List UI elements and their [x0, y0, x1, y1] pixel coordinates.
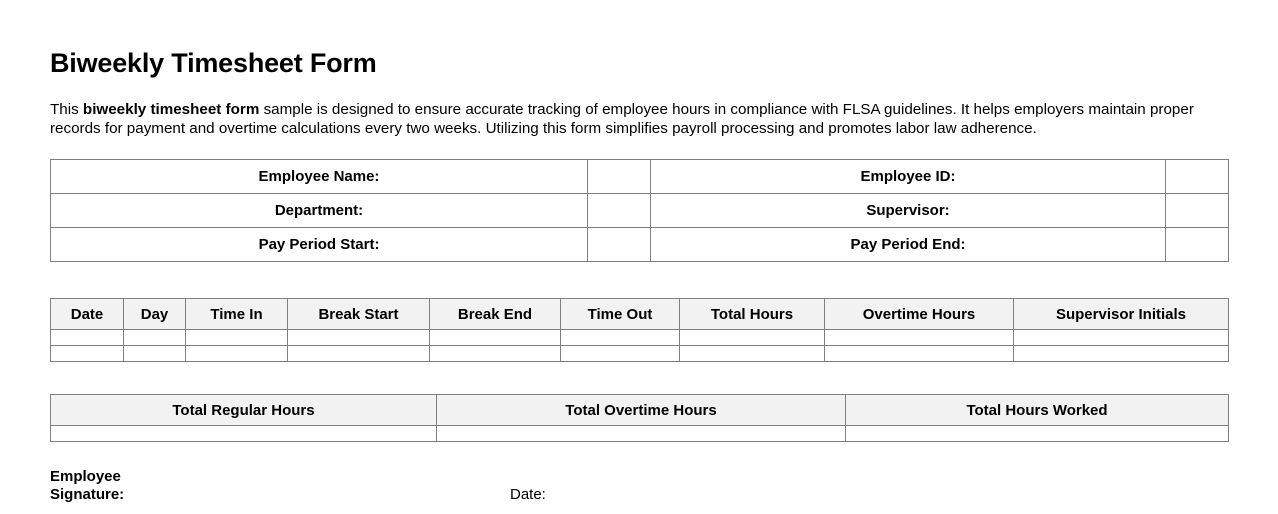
cell-time-in[interactable] — [186, 346, 288, 362]
employee-name-label: Employee Name: — [51, 160, 588, 194]
page-title: Biweekly Timesheet Form — [50, 48, 377, 78]
cell-overtime-hours[interactable] — [825, 330, 1014, 346]
totals-header-row — [51, 395, 1229, 426]
employee-id-value[interactable] — [1166, 160, 1229, 194]
employee-id-label: Employee ID: — [651, 160, 1166, 194]
supervisor-label: Supervisor: — [651, 194, 1166, 228]
column-header-time-in: Time In — [186, 299, 288, 330]
pay-period-start-value[interactable] — [588, 228, 651, 262]
column-header-break-start: Break Start — [288, 299, 430, 330]
table-row — [51, 426, 1229, 442]
supervisor-value[interactable] — [1166, 194, 1229, 228]
timesheet-table — [50, 298, 1229, 362]
employee-signature-label: Employee Signature: — [50, 468, 125, 504]
department-value[interactable] — [588, 194, 651, 228]
column-header-time-out: Time Out — [561, 299, 680, 330]
table-row — [51, 330, 1229, 346]
table-row — [51, 228, 1229, 262]
cell-time-in[interactable] — [186, 330, 288, 346]
column-header-total-overtime-hours: Total Overtime Hours — [437, 395, 846, 426]
pay-period-end-value[interactable] — [1166, 228, 1229, 262]
table-row — [51, 160, 1229, 194]
cell-break-start[interactable] — [288, 330, 430, 346]
table-row — [51, 194, 1229, 228]
cell-total-hours[interactable] — [680, 330, 825, 346]
cell-date[interactable] — [51, 330, 124, 346]
column-header-total-regular-hours: Total Regular Hours — [51, 395, 437, 426]
cell-break-end[interactable] — [430, 346, 561, 362]
column-header-total-hours: Total Hours — [680, 299, 825, 330]
intro-lead: This — [50, 101, 83, 119]
intro-bold-phrase: biweekly timesheet form — [82, 101, 260, 119]
column-header-day: Day — [124, 299, 186, 330]
cell-time-out[interactable] — [561, 330, 680, 346]
column-header-supervisor-initials: Supervisor Initials — [1014, 299, 1229, 330]
column-header-overtime-hours: Overtime Hours — [825, 299, 1014, 330]
cell-date[interactable] — [51, 346, 124, 362]
department-label: Department: — [51, 194, 588, 228]
signature-date-label: Date: — [510, 486, 546, 504]
cell-day[interactable] — [124, 330, 186, 346]
cell-total-overtime-hours[interactable] — [437, 426, 846, 442]
cell-total-hours-worked[interactable] — [846, 426, 1229, 442]
cell-total-hours[interactable] — [680, 346, 825, 362]
document-body — [50, 0, 1228, 514]
column-header-date: Date — [51, 299, 124, 330]
timesheet-header-row — [51, 299, 1229, 330]
pay-period-end-label: Pay Period End: — [651, 228, 1166, 262]
table-row — [51, 346, 1229, 362]
intro-rest: sample is designed to ensure accurate tracking of employee hours in compliance with FLSA guidelines. It helps employers maintain proper records for payment and overtime calculations every two weeks. Utilizing this form simplifies payroll processing and promotes labor law adherence. — [50, 101, 1194, 137]
cell-time-out[interactable] — [561, 346, 680, 362]
employee-info-table — [50, 159, 1229, 262]
pay-period-start-label: Pay Period Start: — [51, 228, 588, 262]
cell-break-start[interactable] — [288, 346, 430, 362]
employee-name-value[interactable] — [588, 160, 651, 194]
totals-table — [50, 394, 1229, 442]
column-header-break-end: Break End — [430, 299, 561, 330]
intro-paragraph — [50, 79, 1210, 138]
cell-break-end[interactable] — [430, 330, 561, 346]
cell-supervisor-initials[interactable] — [1014, 330, 1229, 346]
cell-overtime-hours[interactable] — [825, 346, 1014, 362]
cell-day[interactable] — [124, 346, 186, 362]
column-header-total-hours-worked: Total Hours Worked — [846, 395, 1229, 426]
cell-total-regular-hours[interactable] — [51, 426, 437, 442]
cell-supervisor-initials[interactable] — [1014, 346, 1229, 362]
signature-block — [50, 468, 1228, 514]
